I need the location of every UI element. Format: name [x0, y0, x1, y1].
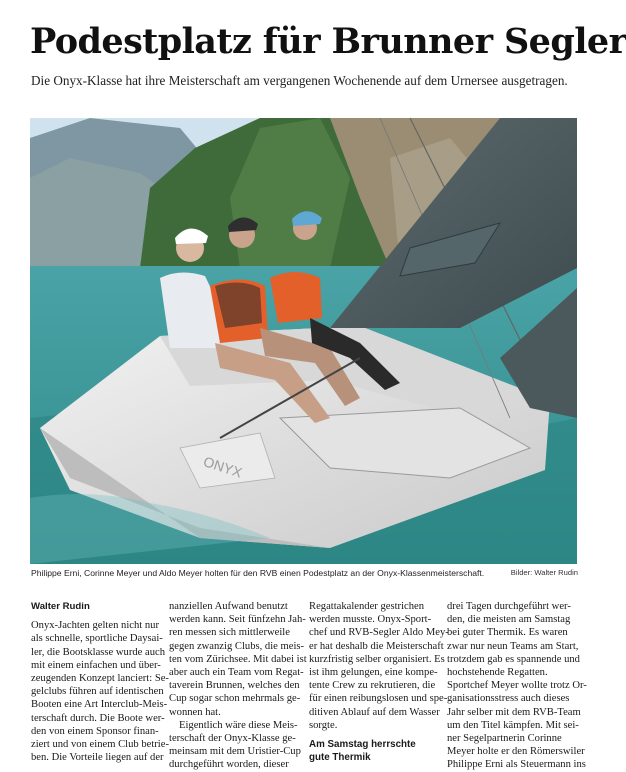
text-line: ganisationsstress auch dieses — [447, 693, 570, 705]
text-line: werden kann. Seit fünfzehn Jah- — [169, 614, 306, 626]
text-line: durchgeführt worden, dieser — [169, 759, 289, 771]
text-line: tente Crew zu rekrutieren, die — [309, 680, 436, 692]
text-line: aber auch ein Team vom Regat- — [169, 667, 304, 679]
text-line: Eigentlich wäre diese Meis- — [179, 719, 298, 731]
text-line: um den Titel kämpfen. Mit sei- — [447, 719, 579, 731]
text-line: Regattakalender gestrichen — [309, 601, 425, 612]
text-line: ner Segelpartnerin Corinne — [447, 733, 562, 745]
text-line: bei guter Thermik. Es waren — [447, 627, 568, 639]
text-line: zwar nur neun Teams am Start, — [447, 640, 579, 652]
text-line: den, die meisten am Samstag — [447, 614, 571, 626]
lead-text: Die Onyx-Klasse hat ihre Meisterschaft am vergangenen Wochenende auf dem Urnersee ausgetragen. — [31, 73, 568, 88]
column-1 — [31, 600, 169, 764]
photo-caption — [31, 568, 578, 582]
sail-logo-text: ONYX — [201, 453, 245, 481]
text-line: Sportchef Meyer wollte trotz Or- — [447, 680, 587, 692]
column-3 — [309, 600, 449, 764]
subheading-line-2: gute Thermik — [309, 752, 371, 764]
text-line: ten vom Zürichsee. Mit dabei ist — [169, 653, 307, 665]
text-line: für einen reibungslosen und spe- — [309, 693, 448, 705]
caption-text: Philippe Erni, Corinne Meyer und Aldo Meyer holten für den RVB einen Podestplatz an der Onyx-Klassenmeisterschaft. — [31, 568, 485, 578]
text-line: chef und RVB-Segler Aldo Mey- — [309, 627, 449, 639]
text-line: meinsam mit dem Uristier-Cup — [169, 746, 301, 758]
text-line: terschaft der Onyx-Klasse ge- — [169, 733, 296, 745]
column-2 — [169, 600, 307, 772]
text-line: Jahr selber mit dem RVB-Team — [447, 706, 581, 718]
text-line: ler, die Bootsklasse wurde auch — [31, 646, 166, 658]
text-line: werden musste. Onyx-Sport- — [309, 614, 432, 626]
text-line: Philippe Erni als Steuermann ins — [447, 759, 586, 771]
text-line: als schnelle, sportliche Daysai- — [31, 633, 163, 645]
text-line: ziert und von einem Club betrie- — [31, 739, 169, 751]
text-line: Booten eine Art Interclub-Meis- — [31, 699, 168, 711]
text-line: den von einem Sponsor finan- — [31, 725, 159, 737]
article-photo — [30, 118, 577, 564]
author-name: Walter Rudin — [31, 601, 90, 612]
text-line: wonnen hat. — [169, 706, 221, 718]
text-line: Meyer holte er den Römerswiler — [447, 746, 585, 758]
text-line: terschaft durch. Die Boote wer- — [31, 712, 165, 724]
text-line: zeugenden Konzept lanciert: Se- — [31, 673, 169, 685]
headline: Podestplatz für Brunner Segler — [30, 21, 626, 62]
article-body — [0, 600, 609, 771]
photo-credit: Bilder: Walter Rudin — [510, 568, 578, 577]
text-line: Cup sogar schon mehrmals ge- — [169, 693, 301, 705]
text-line: taverein Brunnen, welches den — [169, 680, 300, 692]
column-4 — [447, 600, 587, 772]
text-line: mit einem einfachen und über- — [31, 659, 161, 671]
text-line: kurzfristig selber organisiert. Es — [309, 653, 445, 665]
text-line: gelclubs führen auf identischen — [31, 686, 164, 698]
text-line: er hat deshalb die Meisterschaft — [309, 640, 444, 652]
text-line: gegen zwanzig Clubs, die meis- — [169, 640, 305, 652]
text-line: hochstehende Regatten. — [447, 667, 548, 679]
text-line: ditiven Ablauf auf dem Wasser — [309, 706, 440, 718]
text-line: ren messen sich mittlerweile — [169, 627, 290, 639]
text-line: ben. Die Vorteile liegen auf der — [31, 752, 164, 764]
text-line: Onyx-Jachten gelten nicht nur — [31, 620, 159, 632]
subheading-line-1: Am Samstag herrschte — [309, 739, 416, 751]
sailing-photo-illustration — [30, 118, 577, 564]
text-line: nanziellen Aufwand benutzt — [169, 601, 288, 612]
text-line: trotzdem gab es spannende und — [447, 653, 580, 665]
text-line: sorgte. — [309, 719, 338, 731]
text-line: drei Tagen durchgeführt wer- — [447, 601, 571, 612]
text-line: ist ihm gelungen, eine kompe- — [309, 667, 438, 679]
